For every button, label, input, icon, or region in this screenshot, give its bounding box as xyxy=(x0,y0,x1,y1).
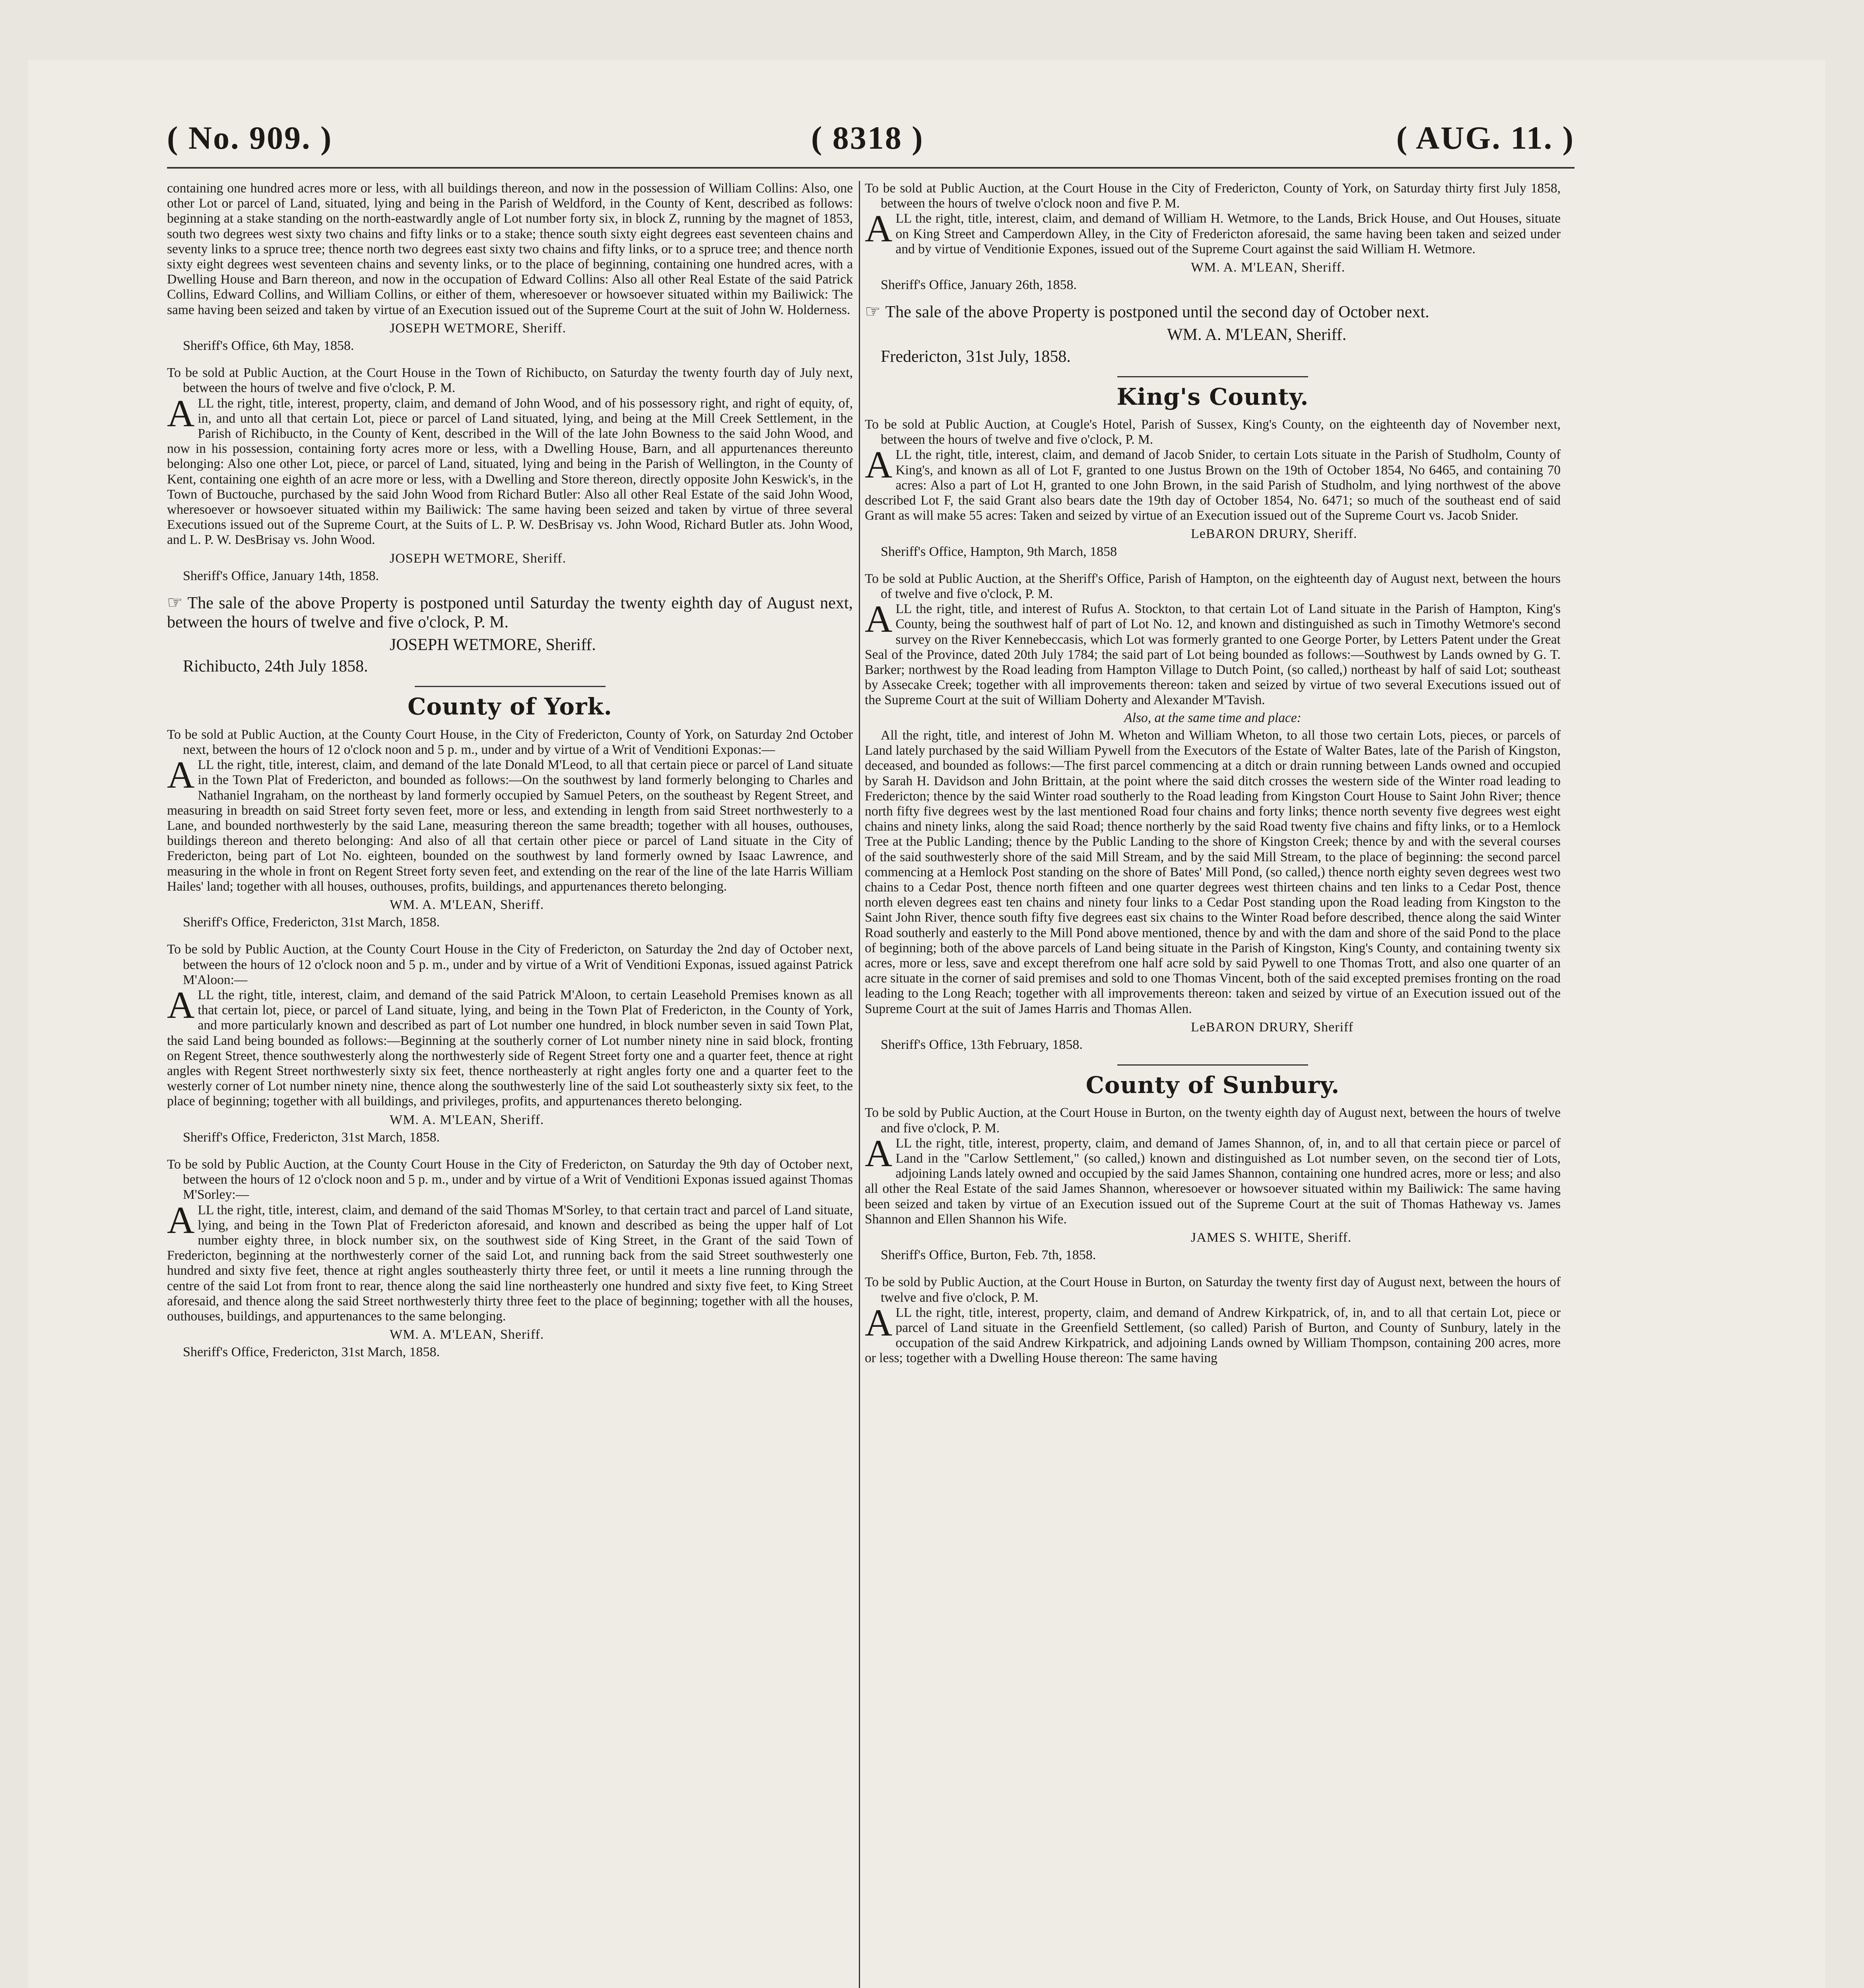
postponement-signature: JOSEPH WETMORE, Sheriff. xyxy=(390,636,596,654)
postponement-notice: ☞ The sale of the above Property is postponed until the second day of October next. xyxy=(865,302,1429,322)
notice-date: Sheriff's Office, January 14th, 1858. xyxy=(183,568,379,583)
sheriff-signature: WM. A. M'LEAN, Sheriff. xyxy=(390,1112,544,1127)
sheriff-signature: LeBARON DRURY, Sheriff xyxy=(1191,1019,1353,1035)
issue-date: ( AUG. 11. ) xyxy=(1396,120,1575,156)
notice-date: Sheriff's Office, Fredericton, 31st March, 1858. xyxy=(183,1345,440,1360)
drop-cap: A xyxy=(167,983,195,1026)
notice-body: ALL the right, title, interest, claim, and demand of the said Thomas M'Sorley, to that certain tract and parcel of Land situate, lying, and being in the Town Plat of Fredericton aforesaid, and known and described as being the upper half of Lot number eighty three, in block number six, on the southwest side of King Street, in the Grant of the said Town of Fredericton, beginning at the northwesterly corner of the said Lot, and running back from the said Street southwesterly one hundred and sixty five feet, thence at right angles southeasterly thirty three feet, or until it meets a line running through the centre of the said Lot from front to rear, thence along the said line northeasterly one hundred and sixty five feet, to King Street aforesaid, and thence along the said Street northwesterly thirty three feet to the place of beginning; together with all the houses, outhouses, buildings, and appurtenances to the same belonging. xyxy=(167,1198,853,1324)
county-heading: County of Sunbury. xyxy=(1085,1072,1340,1099)
drop-cap: A xyxy=(865,1301,893,1344)
notice-body: ALL the right, title, interest, claim, and demand of the late Donald M'Leod, to all that certain piece or parcel of Land situate in the Town Plat of Fredericton, and bounded as follows:—On the southwest by land formerly belonging to Charles and Nathaniel Ingraham, on the northeast by land formerly occupied by Samuel Peters, on the southeast by Regent Street, and measuring in breadth on said Street forty seven feet, more or less, and extending in length from said Street northwesterly to a Lane, and bounded northwesterly by the said Lane, measuring thereon the same breadth; together with all houses, outhouses, buildings thereon and thereto belonging: And also of all that certain other piece or parcel of Land situate in the City of Fredericton, being part of Lot No. eighteen, bounded on the southwest by land formerly owned by Isaac Lawrence, and measuring in the whole in front on Regent Street forty seven feet, and extending on the rear of the line of the late Harris William Hailes' land; together with all houses, outhouses, profits, buildings, and appurtenances thereto belonging. xyxy=(167,753,853,894)
issue-number: ( No. 909. ) xyxy=(167,120,333,156)
postponement-signature: WM. A. M'LEAN, Sheriff. xyxy=(1167,326,1347,344)
notice-date: Sheriff's Office, 6th May, 1858. xyxy=(183,338,354,353)
notice-intro: To be sold by Public Auction, at the Court House in Burton, on the twenty eighth day of August next, between the hours of twelve and five o'clock, P. M. xyxy=(865,1105,1561,1136)
drop-cap: A xyxy=(865,207,893,250)
sheriff-signature: JAMES S. WHITE, Sheriff. xyxy=(1191,1230,1352,1245)
sheriff-signature: LeBARON DRURY, Sheriff. xyxy=(1191,526,1357,542)
drop-cap: A xyxy=(865,443,893,486)
notice-intro: To be sold at Public Auction, at the Sheriff's Office, Parish of Hampton, on the eighteenth day of August next, between the hours of twelve and five o'clock, P. M. xyxy=(865,571,1561,602)
notice-intro: To be sold at Public Auction, at the County Court House, in the City of Fredericton, County of York, on Saturday 2nd October next, between the hours of 12 o'clock noon and 5 p. m., under and by virtue of a Writ of Venditioni Exponas:— xyxy=(167,727,853,757)
column-rule xyxy=(859,181,860,1988)
notice-body: ALL the right, title, interest, property, claim, and demand of Andrew Kirkpatrick, of, in, and to all that certain Lot, piece or parcel of Land situate in the Greenfield Settlement, (so called) Parish of Burton, and County of Sunbury, lately in the occupation of the said Andrew Kirkpatrick, and adjoining Lands owned by William Thompson, containing 200 acres, more or less; together with a Dwelling House thereon: The same having xyxy=(865,1301,1561,1366)
notice-body: containing one hundred acres more or less, with all buildings thereon, and now in the possession of William Collins: Also, one other Lot or parcel of Land, situated, lying and being in the Parish of Weldford, in the County of Kent, described as follows: beginning at a stake standing on the north-eastwardly angle of Lot number forty six, in block Z, running by the magnet of 1853, south two degrees west sixty two chains and fifty links or to a stake; thence south sixty eight degrees east seventeen chains and seventy links to a spruce tree; thence north two degrees east sixty two chains and fifty links, or to a spruce tree; and thence north sixty eight degrees west seventeen chains and seventy links, or to the place of beginning, containing one hundred acres, with a Dwelling House and Barn thereon, and now in the occupation of Edward Collins: Also all other Real Estate of the said Patrick Collins, Edward Collins, and William Collins, or either of them, wheresoever or howsoever situated within my Bailiwick: The same having been seized and taken by virtue of an Execution issued out of the Supreme Court at the suit of John W. Holderness. xyxy=(167,181,853,317)
notice-body: ALL the right, title, interest, property, claim, and demand of James Shannon, of, in, and to all that certain piece or parcel of Land in the "Carlow Settlement," (so called,) known and distinguished as Lot number seven, on the second tier of Lots, adjoining Lands lately owned and occupied by the said James Shannon, containing one hundred acres, more or less; and also all other the Real Estate of the said James Shannon, wheresoever or howsoever situated within my Bailiwick: The same having been seized and taken by virtue of an Execution issued out of the Supreme Court at the suit of Thomas Hatheway vs. James Shannon and Ellen Shannon his Wife. xyxy=(865,1132,1561,1227)
notice-intro: To be sold at Public Auction, at the Court House in the City of Fredericton, County of York, on Saturday thirty first July 1858, between the hours of twelve o'clock noon and five P. M. xyxy=(865,181,1561,211)
drop-cap: A xyxy=(167,1198,195,1241)
notice-body: ALL the right, title, interest, claim, and demand of the said Patrick M'Aloon, to certain Leasehold Premises known as all that certain lot, piece, or parcel of Land situate, lying, and being in the Town Plat of Fredericton, in the County of York, and more particularly known and described as part of Lot number one hundred, in block number seven in said Town Plat, the said Land being bounded as follows:—Beginning at the southerly corner of Lot number ninety nine in said block, fronting on Regent Street, thence southwesterly along the northwesterly side of Regent Street forty one and a quarter feet, thence at right angles with Regent Street northwesterly sixty six feet, thence northeasterly at right angles forty one and a quarter feet to the westerly corner of Lot number ninety nine, thence along the southwesterly line of the said Lot southeasterly sixty six feet, to the place of beginning; together with all buildings, and privileges, profits, and appurtenances thereto belonging. xyxy=(167,983,853,1109)
page-number: ( 8318 ) xyxy=(811,120,924,156)
notice-body: All the right, title, and interest of John M. Wheton and William Wheton, to all those two certain Lots, pieces, or parcels of Land lately purchased by the said William Pywell from the Executors of the Estate of Walter Bates, late of the Parish of Kingston, deceased, and bounded as follows:—The first parcel commencing at a ditch or drain running between Lands owned and occupied by Sarah H. Davidson and John Brittain, at the point where the said ditch crosses the western side of the Winter road leading to Fredericton; thence by the said Winter road southerly to the Road leading from Kingston Court House to Saint John River; thence north fifty five degrees west by the last mentioned Road four chains and forty links; thence north seventy five degrees west eight chains and ninety links, along the said Road; thence northerly by the said Road twenty five chains and fifty links, or to a Hemlock Tree at the Public Landing; thence by the Public Landing to the shore of Kingston Creek; thence by and with the several courses of the said southwesterly shore of the said Mill Stream, and by the said Mill Stream, to the place of beginning: the second parcel commencing at a Hemlock Post standing on the shore of Bates' Mill Pond, (so called,) thence north eighty seven degrees west two chains to a Cedar Post, thence north fifteen and one quarter degrees west thirteen chains and ten links to a Cedar Post, thence north eleven degrees east ten chains and ninety four links to a Cedar Post standing upon the Road leading from Kingston to the Saint John River, thence south fifty five degrees east six chains to the Winter Road before described, thence along the said Winter Road southerly and easterly to the Mill Pond above mentioned, thence by and with the dam and shore of the said Pond to the place of beginning; both of the above parcels of Land being situate in the Parish of Kingston, King's County, and containing twenty six acres, more or less, save and except therefrom one half acre sold by said Pywell to one Thomas Trott, and also one quarter of an acre situate in the corner of said premises and sold to one Thomas Vincent, both of the said excepted premises fronting on the road leading to the Long Reach; together with all improvements thereon: taken and seized by virtue of an Execution issued out of the Supreme Court at the suit of James Harris and Thomas Allen. xyxy=(865,728,1561,1016)
notice-intro: To be sold by Public Auction, at the County Court House in the City of Fredericton, on Saturday the 9th day of October next, between the hours of 12 o'clock noon and 5 p. m., under and by virtue of a Writ of Venditioni Exponas issued against Thomas M'Sorley:— xyxy=(167,1157,853,1202)
section-divider xyxy=(1117,1064,1308,1066)
postponement-notice: ☞ The sale of the above Property is postponed until Saturday the twenty eighth day of August next, between the hours of twelve and five o'clock, P. M. xyxy=(167,593,853,632)
notice-body: ALL the right, title, interest, claim, and demand of William H. Wetmore, to the Lands, Brick House, and Out Houses, situate on King Street and Camperdown Alley, in the City of Fredericton aforesaid, the same having been taken and seized under and by virtue of Venditionie Expones, issued out of the Supreme Court against the said William H. Wetmore. xyxy=(865,207,1561,256)
notice-date: Sheriff's Office, Fredericton, 31st March, 1858. xyxy=(183,1130,440,1145)
notice-body: ALL the right, title, interest, claim, and demand of Jacob Snider, to certain Lots situate in the Parish of Studholm, County of King's, and known as all of Lot F, granted to one Justus Brown on the 19th of October 1854, No 6465, and containing 70 acres: Also a part of Lot H, granted to one John Brown, in the said Parish of Studholm, and lying northwest of the above described Lot F, the said Grant also bears date the 19th day of October 1854, No. 6471; so much of the southeast end of said Grant as will make 55 acres: Taken and seized by virtue of an Execution issued out of the Supreme Court vs. Jacob Snider. xyxy=(865,443,1561,523)
notice-intro: To be sold by Public Auction, at the Court House in Burton, on Saturday the twenty first day of August next, between the hours of twelve and five o'clock, P. M. xyxy=(865,1275,1561,1305)
also-subheading: Also, at the same time and place: xyxy=(1124,710,1301,725)
left-column xyxy=(167,181,853,1988)
sheriff-signature: WM. A. M'LEAN, Sheriff. xyxy=(390,1327,544,1342)
sheriff-signature: JOSEPH WETMORE, Sheriff. xyxy=(390,551,566,566)
notice-body: ALL the right, title, interest, property, claim, and demand of John Wood, and of his possessory right, and right of equity, of, in, and unto all that certain Lot, piece or parcel of Land situated, lying, and being at the Mill Creek Settlement, in the Parish of Richibucto, in the County of Kent, described in the Will of the late John Bowness to the said John Wood, and now in his possession, containing forty acres more or less, with a Dwelling House, Barn, and all appurtenances thereunto belonging: Also one other Lot, piece, or parcel of Land, situated, lying and being in the Parish of Wellington, in the County of Kent, containing one eighth of an acre more or less, with a Dwelling and Store thereon, directly opposite John Keswick's, in the Town of Buctouche, purchased by the said John Wood from Richard Butler: Also all other Real Estate of the said John Wood, wheresoever or howsoever situated within my Bailiwick: The same having been seized and taken by virtue of three several Executions issued out of the Supreme Court, at the Suits of L. P. W. DesBrisay vs. John Wood, Richard Butler ats. John Wood, and L. P. W. DesBrisay vs. John Wood. xyxy=(167,392,853,547)
county-heading: County of York. xyxy=(408,693,612,720)
postponement-date: Fredericton, 31st July, 1858. xyxy=(881,347,1071,366)
right-column xyxy=(865,181,1561,1988)
section-divider xyxy=(1117,376,1308,377)
notice-date: Sheriff's Office, January 26th, 1858. xyxy=(881,278,1077,293)
pointing-hand-icon: ☞ xyxy=(865,302,881,322)
notice-date: Sheriff's Office, Hampton, 9th March, 1858 xyxy=(881,544,1117,559)
pointing-hand-icon: ☞ xyxy=(167,593,183,613)
postponement-date: Richibucto, 24th July 1858. xyxy=(183,657,368,676)
sheriff-signature: JOSEPH WETMORE, Sheriff. xyxy=(390,320,566,336)
county-heading: King's County. xyxy=(1116,383,1309,410)
notice-date: Sheriff's Office, 13th February, 1858. xyxy=(881,1037,1083,1052)
drop-cap: A xyxy=(167,392,195,435)
sheriff-signature: WM. A. M'LEAN, Sheriff. xyxy=(390,897,544,912)
notice-date: Sheriff's Office, Burton, Feb. 7th, 1858. xyxy=(881,1248,1096,1263)
section-divider xyxy=(415,686,606,687)
notice-date: Sheriff's Office, Fredericton, 31st March, 1858. xyxy=(183,915,440,930)
sheriff-signature: WM. A. M'LEAN, Sheriff. xyxy=(1191,260,1346,275)
header-rule xyxy=(167,167,1575,169)
page-header xyxy=(167,60,1575,156)
notice-intro: To be sold at Public Auction, at the Court House in the Town of Richibucto, on Saturday the twenty fourth day of July next, between the hours of twelve and five o'clock, P. M. xyxy=(167,365,853,396)
notice-body: ALL the right, title, and interest of Rufus A. Stockton, to that certain Lot of Land situate in the Parish of Hampton, King's County, being the southwest half of part of Lot No. 12, and known and distinguished as such in Timothy Wetmore's second survey on the River Kennebeccasis, which Lot was formerly granted to one George Porter, by Letters Patent under the Great Seal of the Province, dated 20th July 1784; the said part of Lot being bounded as follows:—Southwest by Lands owned by G. T. Barker; northwest by the Road leading from Hampton Village to Dutch Point, (so called,) northeast by half of said Lot; southeast by Assecake Creek; together with all improvements thereon: taken and seized by virtue of two several Executions issued out of the Supreme Court at the suit of William Doherty and Alexander M'Tavish. xyxy=(865,598,1561,708)
drop-cap: A xyxy=(167,753,195,796)
notice-intro: To be sold by Public Auction, at the County Court House in the City of Fredericton, on Saturday the 2nd day of October next, between the hours of 12 o'clock noon and 5 p. m., under and by virtue of a Writ of Venditioni Exponas, issued against Patrick M'Aloon:— xyxy=(167,942,853,987)
notice-intro: To be sold at Public Auction, at Cougle's Hotel, Parish of Sussex, King's County, on the eighteenth day of November next, between the hours of twelve and five o'clock, P. M. xyxy=(865,417,1561,447)
drop-cap: A xyxy=(865,598,893,641)
drop-cap: A xyxy=(865,1132,893,1175)
